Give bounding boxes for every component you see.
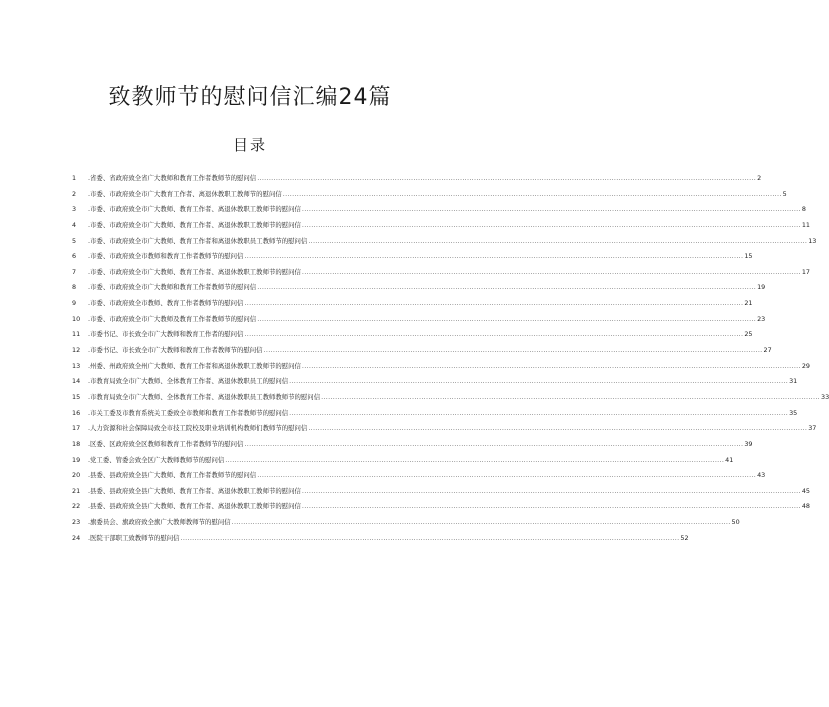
toc-entry-number: 1 [72, 174, 77, 182]
toc-entry-number: 16 [72, 408, 81, 417]
toc-dot-leader [257, 468, 756, 484]
toc-entry-number: 12 [72, 346, 81, 355]
toc-entry-number: 2 [72, 189, 77, 198]
toc-entry-title: .市教育局致全市广大教师、全体教育工作者、离退休教职员工教师教师节的慰问信 [88, 392, 321, 401]
toc-dot-leader [302, 202, 801, 218]
toc-dot-leader [244, 437, 743, 453]
toc-dot-leader [302, 359, 801, 375]
toc-entry-title: .党工委、管委会致全区广大教师教师节的慰问信 [88, 455, 225, 464]
toc-entry-number: 11 [72, 330, 81, 339]
toc-entry[interactable] [72, 406, 798, 422]
toc-dot-leader [321, 390, 820, 406]
toc-dot-leader [244, 249, 743, 265]
toc-entry-number: 8 [72, 283, 77, 292]
toc-entry-page: 8 [801, 205, 806, 214]
toc-entry[interactable] [72, 359, 810, 375]
toc-entry-page: 27 [763, 346, 772, 355]
toc-entry-number: 10 [72, 314, 81, 323]
toc-entry[interactable] [72, 296, 753, 312]
toc-entry[interactable] [72, 374, 798, 390]
toc-entry-title: .市委、市政府致全市教师、教育工作者教师节的慰问信 [88, 299, 244, 308]
toc-entry[interactable] [72, 218, 810, 234]
toc-entry[interactable] [72, 484, 810, 500]
toc-entry-page: 52 [680, 533, 689, 542]
toc-dot-leader [232, 515, 731, 531]
toc-dot-leader [308, 421, 807, 437]
toc-entry[interactable] [72, 265, 810, 281]
toc-entry-title: .市委、市政府致全市广大教师、教育工作者和离退休教职员工教师节的慰问信 [88, 236, 308, 245]
toc-entry-number: 13 [72, 361, 81, 370]
toc-entry-page: 29 [801, 361, 810, 370]
toc-dot-leader [289, 374, 788, 390]
toc-entry-page: 43 [757, 471, 766, 480]
toc-entry[interactable] [72, 202, 806, 218]
toc-entry-number: 14 [72, 377, 81, 386]
toc-entry-title: .市委、市政府致全市教师和教育工作者教师节的慰问信 [88, 252, 244, 261]
toc-entry-number: 9 [72, 299, 77, 308]
toc-entry-page: 23 [757, 314, 766, 323]
toc-entry-page: 35 [789, 408, 798, 417]
toc-entry-page: 19 [757, 283, 766, 292]
toc-dot-leader [308, 234, 807, 250]
toc-entry-title: .县委、县政府致全县广大教师、教育工作者、离退休教职工教师节的慰问信 [88, 502, 301, 511]
toc-entry-page: 48 [801, 502, 810, 511]
toc-entry-page: 13 [808, 236, 817, 245]
toc-entry-title: .市教育局致全市广大教师、全体教育工作者、离退休教职员工的慰问信 [88, 377, 289, 386]
toc-entry-title: .市委、市政府致全市广大教育工作者、离退休教职工教师节的慰问信 [88, 189, 282, 198]
toc-entry-title: .市委、市政府致全市广大教师、教育工作者、离退休教职工教师节的慰问信 [88, 220, 301, 229]
toc-entry-title: .市委书记、市长致全市广大教师和教育工作者的慰问信 [88, 330, 244, 339]
toc-entry[interactable] [72, 390, 829, 406]
document-title: 致教师节的慰问信汇编24篇 [108, 85, 392, 110]
toc-entry[interactable] [72, 499, 810, 515]
toc-entry[interactable] [72, 437, 753, 453]
toc-entry-page: 25 [744, 330, 753, 339]
toc-entry[interactable] [72, 187, 787, 203]
toc-entry-page: 11 [801, 220, 810, 229]
toc-dot-leader [257, 280, 756, 296]
toc-entry-number: 7 [72, 267, 77, 276]
toc-entry[interactable] [72, 327, 753, 343]
toc-dot-leader [289, 406, 788, 422]
toc-entry-title: .县委、县政府致全县广大教师、教育工作者、离退休教职工教师节的慰问信 [88, 486, 301, 495]
toc-dot-leader [302, 265, 801, 281]
toc-dot-leader [302, 499, 801, 515]
toc-entry-number: 19 [72, 455, 81, 464]
toc-entry-number: 5 [72, 236, 77, 245]
toc-heading: 目录 [232, 136, 267, 154]
toc-dot-leader [244, 327, 743, 343]
toc-entry-title: .人力资源和社会保障局致全市技工院校及职业培训机构教师们教师节的慰问信 [88, 424, 308, 433]
toc-dot-leader [257, 171, 756, 187]
toc-entry-title: .市委、市政府致全市广大教师及教育工作者教师节的慰问信 [88, 314, 257, 323]
toc-entry[interactable] [72, 280, 766, 296]
toc-entry-title: .市委、市政府致全市广大教师、教育工作者、离退休教职工教师节的慰问信 [88, 205, 301, 214]
toc-entry-number: 6 [72, 252, 77, 261]
toc-dot-leader [283, 187, 782, 203]
toc-entry-page: 21 [744, 299, 753, 308]
toc-entry-title: .市委、市政府致全市广大教师、教育工作者、离退休教职工教师节的慰问信 [88, 267, 301, 276]
toc-entry-page: 33 [821, 392, 829, 401]
toc-dot-leader [257, 312, 756, 328]
toc-entry[interactable] [72, 234, 817, 250]
toc-dot-leader [225, 453, 724, 469]
toc-entry-title: .旗委员会、旗政府致全旗广大教师教师节的慰问信 [88, 518, 231, 527]
toc-entry-page: 41 [725, 455, 734, 464]
toc-entry-number: 17 [72, 424, 81, 433]
toc-dot-leader [302, 218, 801, 234]
toc-entry[interactable] [72, 343, 772, 359]
toc-entry[interactable] [72, 468, 766, 484]
toc-dot-leader [302, 484, 801, 500]
toc-entry[interactable] [72, 171, 762, 187]
toc-entry-page: 17 [801, 267, 810, 276]
toc-entry-title: .市委书记、市长致全市广大教师和教育工作者教师节的慰问信 [88, 346, 263, 355]
toc-entry-number: 23 [72, 518, 81, 527]
toc-entry-number: 20 [72, 471, 81, 480]
toc-entry-page: 50 [731, 518, 740, 527]
toc-dot-leader [181, 531, 680, 547]
toc-entry-number: 15 [72, 392, 81, 401]
toc-entry-page: 39 [744, 439, 753, 448]
toc-entry[interactable] [72, 453, 734, 469]
toc-entry-title: .县委、县政府致全县广大教师、教育工作者教师节的慰问信 [88, 471, 257, 480]
toc-entry-number: 3 [72, 205, 77, 214]
toc-entry-title: .区委、区政府致全区教师和教育工作者教师节的慰问信 [88, 439, 244, 448]
toc-entry-page: 5 [782, 189, 787, 198]
toc-entry-page: 31 [789, 377, 798, 386]
toc-dot-leader [244, 296, 743, 312]
toc-entry-title: .医院干部职工致教师节的慰问信 [88, 533, 180, 542]
toc-entry-title: .市委、市政府致全市广大教师和教育工作者教师节的慰问信 [88, 283, 257, 292]
toc-entry-page: 2 [757, 174, 762, 182]
toc-entry-page: 37 [808, 424, 817, 433]
toc-entry-number: 4 [72, 220, 77, 229]
toc-entry-title: .省委、省政府致全省广大教师和教育工作者教师节的慰问信 [88, 174, 257, 182]
toc-entry-page: 45 [801, 486, 810, 495]
toc-entry[interactable] [72, 531, 689, 547]
toc-entry-number: 21 [72, 486, 81, 495]
toc-entry-number: 22 [72, 502, 81, 511]
toc-entry-page: 15 [744, 252, 753, 261]
table-of-contents [72, 171, 829, 546]
toc-entry[interactable] [72, 421, 817, 437]
toc-entry-title: .州委、州政府致全州广大教师、教育工作者和离退休教职工教师节的慰问信 [88, 361, 301, 370]
toc-entry[interactable] [72, 515, 740, 531]
toc-entry-number: 24 [72, 533, 81, 542]
toc-entry-number: 18 [72, 439, 81, 448]
toc-entry[interactable] [72, 312, 766, 328]
toc-entry[interactable] [72, 249, 753, 265]
toc-dot-leader [264, 343, 763, 359]
toc-entry-title: .市关工委及市教育系统关工委致全市教师和教育工作者教师节的慰问信 [88, 408, 289, 417]
